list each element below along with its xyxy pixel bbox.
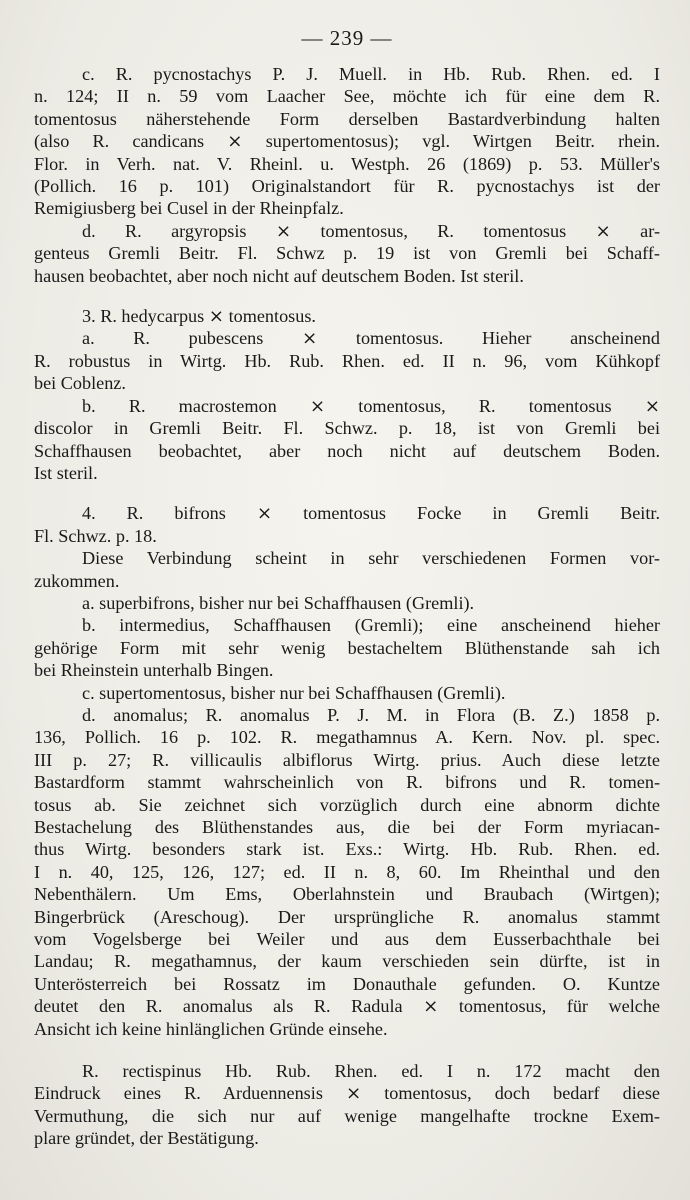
- paragraph-c-supertomentosus: [34, 682, 660, 704]
- text-line: discolor in Gremli Beitr. Fl. Schwz. p. 18, ist von Gremli bei: [34, 418, 660, 439]
- paragraph-a-pubescens: [34, 327, 660, 394]
- text-line: Eindruck eines R. Arduennensis ⨯ tomentosus, doch bedarf diese: [34, 1083, 660, 1104]
- text-line: R. robustus in Wirtg. Hb. Rub. Rhen. ed. II n. 96, vom Kühkopf: [34, 350, 660, 371]
- paragraph-d-anomalus: [34, 704, 660, 1040]
- text-line: 3. R. hedycarpus ⨯ tomentosus.: [82, 306, 316, 327]
- paragraph-rectispinus: [34, 1060, 660, 1150]
- text-line: genteus Gremli Beitr. Fl. Schwz p. 19 ist von Gremli bei Schaff-: [34, 243, 660, 264]
- text-line: gehörige Form mit sehr wenig bestacheltem Blüthenstande sah ich: [34, 637, 660, 658]
- text-line: Remigiusberg bei Cusel in der Rheinpfalz.: [34, 198, 344, 219]
- text-line: III p. 27; R. villicaulis albiflorus Wirtg. prius. Auch diese letzte: [34, 749, 660, 770]
- text-line: Vermuthung, die sich nur auf wenige mangelhafte trockne Exem-: [34, 1105, 660, 1126]
- text-line: tosus ab. Sie zeichnet sich vorzüglich durch eine abnorm dichte: [34, 794, 660, 815]
- text-line: 4. R. bifrons ⨯ tomentosus Focke in Gremli Beitr.: [82, 503, 660, 524]
- page-number: — 239 —: [301, 26, 393, 50]
- document-body: [34, 63, 660, 1150]
- text-line: bei Coblenz.: [34, 373, 126, 394]
- text-line: b. R. macrostemon ⨯ tomentosus, R. tomentosus ⨯: [82, 395, 660, 416]
- text-line: d. R. argyropsis ⨯ tomentosus, R. tomentosus ⨯ ar-: [82, 220, 660, 241]
- paragraph-a-superbifrons: [34, 592, 660, 614]
- text-line: I n. 40, 125, 126, 127; ed. II n. 8, 60. Im Rheinthal und den: [34, 861, 660, 882]
- text-line: Bingerbrück (Areschoug). Der ursprüngliche R. anomalus stammt: [34, 906, 660, 927]
- text-line: a. superbifrons, bisher nur bei Schaffhausen (Gremli).: [82, 592, 475, 613]
- text-line: thus Wirtg. besonders stark ist. Exs.: Wirtg. Hb. Rub. Rhen. ed.: [34, 839, 660, 860]
- paragraph-b-intermedius: [34, 614, 660, 681]
- paragraph-4-bifrons: [34, 502, 660, 547]
- text-line: Fl. Schwz. p. 18.: [34, 525, 157, 546]
- text-line: R. rectispinus Hb. Rub. Rhen. ed. I n. 172 macht den: [82, 1061, 660, 1082]
- text-line: b. intermedius, Schaffhausen (Gremli); eine anscheinend hieher: [82, 615, 660, 636]
- paragraph-3-hedycarpus: [34, 305, 660, 327]
- text-line: Schaffhausen beobachtet, aber noch nicht auf deutschem Boden.: [34, 440, 660, 461]
- paragraph-diese: [34, 547, 660, 592]
- text-line: (Pollich. 16 p. 101) Originalstandort für R. pycnostachys ist der: [34, 176, 660, 197]
- text-line: Bestachelung des Blüthenstandes aus, die bei der Form myriacan-: [34, 817, 660, 837]
- text-line: bei Rheinstein unterhalb Bingen.: [34, 660, 274, 681]
- text-line: Flor. in Verh. nat. V. Rheinl. u. Westph. 26 (1869) p. 53. Müller's: [34, 153, 660, 174]
- text-line: Landau; R. megathamnus, der kaum verschieden sein dürfte, ist in: [34, 951, 660, 972]
- paragraph-gap: [34, 1040, 660, 1060]
- paragraph-gap: [34, 287, 660, 305]
- text-line: Ansicht ich keine hinlänglichen Gründe einsehe.: [34, 1018, 388, 1039]
- text-line: plare gründet, der Bestätigung.: [34, 1128, 259, 1149]
- paragraph-c-pycnostachys: [34, 63, 660, 220]
- text-line: tomentosus näherstehende Form derselben Bastardverbindung halten: [34, 108, 660, 129]
- text-line: 136, Pollich. 16 p. 102. R. megathamnus A. Kern. Nov. pl. spec.: [34, 727, 660, 748]
- text-line: d. anomalus; R. anomalus P. J. M. in Flora (B. Z.) 1858 p.: [82, 704, 660, 725]
- text-line: hausen beobachtet, aber noch nicht auf deutschem Boden. Ist steril.: [34, 265, 524, 286]
- text-line: Diese Verbindung scheint in sehr verschiedenen Formen vor-: [82, 548, 660, 569]
- text-line: Ist steril.: [34, 462, 98, 483]
- text-line: Unterösterreich bei Rossatz im Donauthale gefunden. O. Kuntze: [34, 973, 660, 994]
- paragraph-b-macrostemon: [34, 395, 660, 485]
- text-line: a. R. pubescens ⨯ tomentosus. Hieher anscheinend: [82, 328, 660, 349]
- paragraph-gap: [34, 484, 660, 502]
- text-line: zukommen.: [34, 570, 120, 591]
- text-line: Bastardform stammt wahrscheinlich von R. bifrons und R. tomen-: [34, 772, 660, 793]
- text-line: c. R. pycnostachys P. J. Muell. in Hb. Rub. Rhen. ed. I: [82, 64, 660, 84]
- text-line: (also R. candicans ⨯ supertomentosus); vgl. Wirtgen Beitr. rhein.: [34, 131, 660, 152]
- text-line: c. supertomentosus, bisher nur bei Schaffhausen (Gremli).: [82, 682, 506, 703]
- text-line: n. 124; II n. 59 vom Laacher See, möchte ich für eine dem R.: [34, 86, 660, 107]
- text-line: vom Vogelsberge bei Weiler und aus dem Eusserbachthale bei: [34, 929, 660, 950]
- text-line: deutet den R. anomalus als R. Radula ⨯ tomentosus, für welche: [34, 996, 660, 1017]
- text-line: Nebenthälern. Um Ems, Oberlahnstein und Braubach (Wirtgen);: [34, 884, 660, 905]
- paragraph-d-argyropsis: [34, 220, 660, 287]
